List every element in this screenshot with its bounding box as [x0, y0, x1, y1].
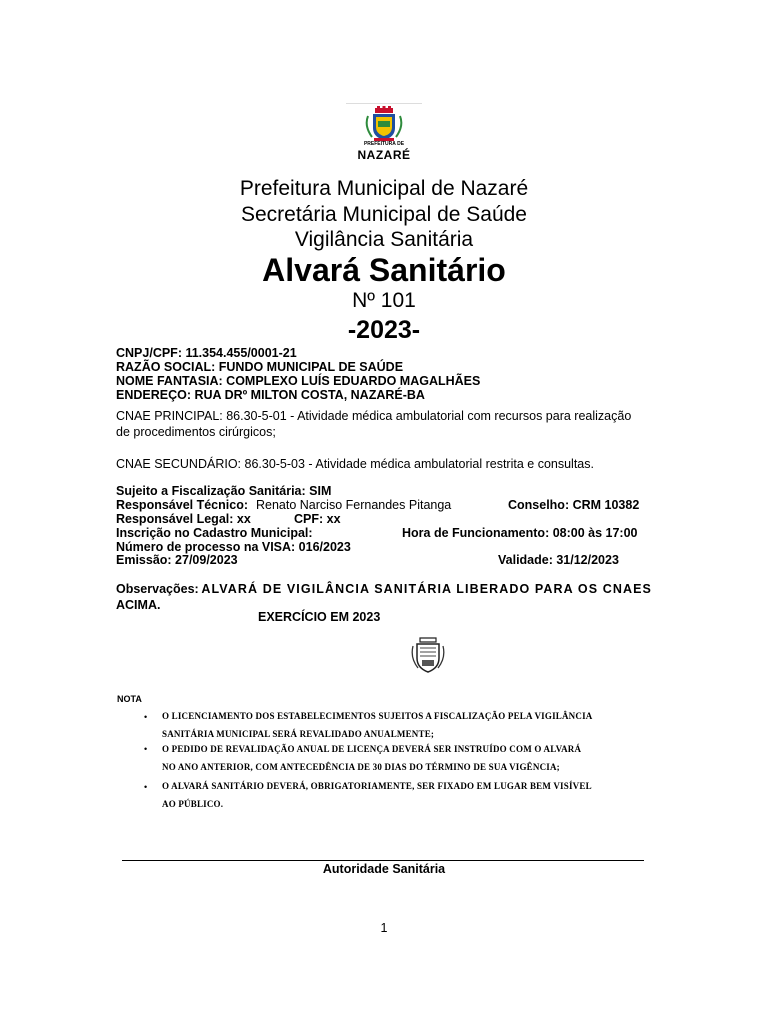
header-secretaria: Secretária Municipal de Saúde — [240, 203, 527, 226]
municipal-logo — [346, 103, 422, 166]
observacoes-text-line1: ALVARÁ DE VIGILÂNCIA SANITÁRIA LIBERADO PARA OS CNAES — [201, 582, 652, 596]
observacoes-block — [116, 581, 652, 613]
bullet-icon: • — [144, 712, 148, 722]
nota-item-3-line1: O ALVARÁ SANITÁRIO DEVERÁ, OBRIGATORIAMENTE, SER FIXADO EM LUGAR BEM VISÍVEL — [162, 781, 592, 791]
document-number: Nº 101 — [352, 289, 416, 312]
signature-label: Autoridade Sanitária — [322, 862, 446, 876]
nota-item-1 — [162, 707, 650, 743]
fiscalizacao-line: Sujeito a Fiscalização Sanitária: SIM — [116, 484, 332, 498]
razao-social-line: RAZÃO SOCIAL: FUNDO MUNICIPAL DE SAÚDE — [116, 360, 404, 374]
bullet-icon: • — [144, 782, 148, 792]
resp-tecnico-value: Renato Narciso Fernandes Pitanga — [256, 498, 452, 512]
conselho-value: Conselho: CRM 10382 — [508, 498, 640, 512]
nota-item-1-line1: O LICENCIAMENTO DOS ESTABELECIMENTOS SUJEITOS A FISCALIZAÇÃO PELA VIGILÂNCIA — [162, 711, 593, 721]
signature-line — [122, 860, 644, 861]
emissao-line: Emissão: 27/09/2023 — [116, 553, 238, 567]
nome-fantasia-line: NOME FANTASIA: COMPLEXO LUÍS EDUARDO MAGALHÃES — [116, 374, 481, 388]
nota-item-2 — [162, 740, 650, 776]
inscricao-line: Inscrição no Cadastro Municipal: — [116, 526, 313, 540]
nota-item-2-line1: O PEDIDO DE REVALIDAÇÃO ANUAL DE LICENÇA DEVERÁ SER INSTRUÍDO COM O ALVARÁ — [162, 744, 582, 754]
hora-funcionamento: Hora de Funcionamento: 08:00 às 17:00 — [402, 526, 638, 540]
observacoes-text-line2: ACIMA. — [116, 598, 161, 612]
seal-icon — [410, 636, 446, 674]
header-vigilancia: Vigilância Sanitária — [294, 228, 474, 251]
processo-line: Número de processo na VISA: 016/2023 — [116, 540, 351, 554]
cnae-secundario-line: CNAE SECUNDÁRIO: 86.30-5-03 - Atividade médica ambulatorial restrita e consultas. — [116, 457, 594, 471]
logo-caption-large: NAZARÉ — [357, 148, 411, 162]
header-prefeitura: Prefeitura Municipal de Nazaré — [239, 177, 529, 200]
logo-caption-small: PREFEITURA DE — [363, 141, 405, 147]
resp-legal-line: Responsável Legal: xx — [116, 512, 251, 526]
observacoes-line1 — [116, 581, 652, 597]
cnae-principal-line2: de procedimentos cirúrgicos; — [116, 425, 276, 439]
exercicio-line: EXERCÍCIO EM 2023 — [258, 610, 381, 624]
cnpj-line: CNPJ/CPF: 11.354.455/0001-21 — [116, 346, 297, 360]
document-title: Alvará Sanitário — [262, 252, 506, 288]
cpf-line: CPF: xx — [294, 512, 341, 526]
nota-item-3 — [162, 777, 650, 813]
nota-title: NOTA — [117, 694, 142, 704]
coat-of-arms-icon — [346, 104, 422, 144]
resp-tecnico-label: Responsável Técnico: — [116, 498, 248, 512]
nota-item-1-line2: SANITÁRIA MUNICIPAL SERÁ REVALIDADO ANUALMENTE; — [162, 729, 435, 739]
observacoes-label: Observações: — [116, 582, 199, 596]
endereco-line: ENDEREÇO: RUA DRº MILTON COSTA, NAZARÉ-BA — [116, 388, 425, 402]
validade-line: Validade: 31/12/2023 — [498, 553, 619, 567]
bullet-icon: • — [144, 744, 148, 754]
page-number: 1 — [380, 921, 388, 935]
cnae-principal-line1: CNAE PRINCIPAL: 86.30-5-01 - Atividade médica ambulatorial com recursos para realização — [116, 409, 632, 423]
nota-item-3-line2: AO PÚBLICO. — [162, 799, 224, 809]
nota-item-2-line2: NO ANO ANTERIOR, COM ANTECEDÊNCIA DE 30 DIAS DO TÉRMINO DE SUA VIGÊNCIA; — [162, 762, 560, 772]
document-year: -2023- — [347, 316, 421, 344]
